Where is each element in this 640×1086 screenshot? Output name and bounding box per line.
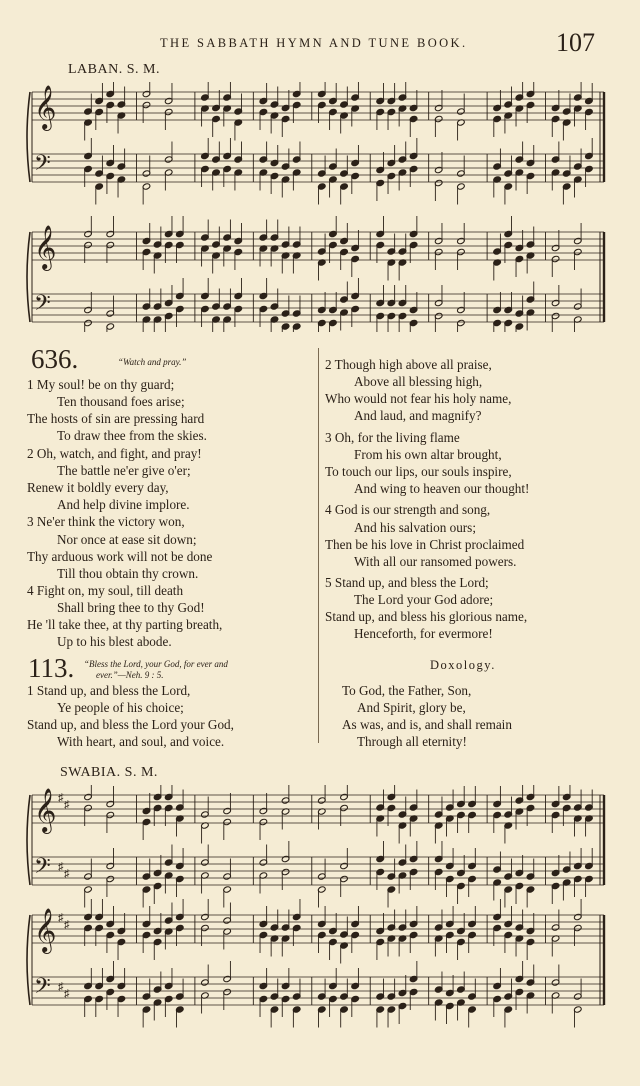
verse-line: And laud, and magnify? xyxy=(354,408,482,424)
verse-line: Up to his blest abode. xyxy=(57,634,172,650)
sharp-sign: ♯ xyxy=(58,792,64,804)
verse-line: The battle ne'er give o'er; xyxy=(57,462,191,478)
verse-line: 3 Oh, for the living flame xyxy=(325,429,460,445)
verse-line: Nor once at ease sit down; xyxy=(57,531,197,547)
page-header xyxy=(0,28,640,64)
verse-line: And Spirit, glory be, xyxy=(357,700,466,716)
verse-line: 2 Though high above all praise, xyxy=(325,357,492,372)
verse-line: Above all blessing high, xyxy=(354,374,483,390)
treble-clef: 𝄞 xyxy=(34,85,57,129)
verse-line: 4 God is our strength and song, xyxy=(325,502,491,518)
verse-line: With heart, and soul, and voice. xyxy=(57,734,225,750)
verse-line: To God, the Father, Son, xyxy=(342,683,472,698)
verse-line: As was, and is, and shall remain xyxy=(342,717,512,733)
sharp-sign: ♯ xyxy=(64,919,70,931)
verse-line: Shall bring thee to thy God! xyxy=(57,600,205,616)
hymn-113-epigraph-line-1: “Bless the Lord, your God, for ever and xyxy=(84,659,228,669)
verse-line: Stand up, and bless his glorious name, xyxy=(325,609,528,625)
verse-line: Stand up, and bless the Lord your God, xyxy=(27,717,234,733)
verse-line: 1 Stand up, and bless the Lord, xyxy=(27,683,191,698)
column-divider xyxy=(318,348,319,743)
sharp-sign: ♯ xyxy=(64,868,70,880)
hymn-113-epigraph-line-2: ever.”—Neh. 9 : 5. xyxy=(96,670,164,680)
hymn-number-636: 636. xyxy=(31,344,79,374)
verse-line: And help divine implore. xyxy=(57,497,190,512)
verse-line: 1 My soul! be on thy guard; xyxy=(27,377,175,392)
verse-line: He 'll take thee, at thy parting breath, xyxy=(27,617,223,633)
music-score-laban xyxy=(0,82,640,332)
bass-clef: 𝄢 xyxy=(34,854,51,884)
verse-line: And wing to heaven our thought! xyxy=(354,481,530,496)
verse-line: Then be his love in Christ proclaimed xyxy=(325,536,525,552)
treble-clef: 𝄞 xyxy=(34,788,57,832)
system-brace xyxy=(27,915,30,1005)
verse-line: 5 Stand up, and bless the Lord; xyxy=(325,575,489,591)
staff xyxy=(32,294,604,322)
hymn-636-epigraph: “Watch and pray.” xyxy=(118,357,187,367)
verse-line: 3 Ne'er think the victory won, xyxy=(27,514,185,530)
verse-line: The hosts of sin are pressing hard xyxy=(27,411,205,427)
verse-line: The Lord your God adore; xyxy=(354,592,494,608)
verse-line: 4 Fight on, my soul, till death xyxy=(27,583,184,599)
sharp-sign: ♯ xyxy=(58,912,64,924)
verse-line: Who would not fear his holy name, xyxy=(325,391,512,407)
system-brace xyxy=(27,232,30,322)
doxology-title: Doxology. xyxy=(430,658,496,672)
running-title: THE SABBATH HYMN AND TUNE BOOK. xyxy=(160,36,468,50)
verse-line: With all our ransomed powers. xyxy=(354,553,517,569)
verse-line: 2 Oh, watch, and fight, and pray! xyxy=(27,445,202,461)
system-brace xyxy=(27,92,30,182)
treble-clef: 𝄞 xyxy=(34,225,57,269)
bass-clef: 𝄢 xyxy=(34,974,51,1004)
verse-line: And his salvation ours; xyxy=(354,519,476,535)
verse-line: Ten thousand foes arise; xyxy=(57,394,185,410)
verse-line: Till thou obtain thy crown. xyxy=(57,565,199,581)
sharp-sign: ♯ xyxy=(64,799,70,811)
system-brace xyxy=(27,795,30,885)
bass-clef: 𝄢 xyxy=(34,291,51,321)
music-score-swabia xyxy=(0,785,640,1030)
sharp-sign: ♯ xyxy=(64,988,70,1000)
hymn-number-113: 113. xyxy=(28,653,75,683)
treble-clef: 𝄞 xyxy=(34,908,57,952)
verse-line: To touch our lips, our souls inspire, xyxy=(325,463,512,479)
verse-line: Through all eternity! xyxy=(357,734,467,750)
verse-line: Thy arduous work will not be done xyxy=(27,548,213,564)
page-number: 107 xyxy=(556,28,595,57)
sharp-sign: ♯ xyxy=(58,861,64,873)
bass-clef: 𝄢 xyxy=(34,151,51,181)
verse-line: Ye people of his choice; xyxy=(57,700,184,716)
tune-title-laban: LABAN. S. M. xyxy=(68,62,160,77)
verse-line: To draw thee from the skies. xyxy=(57,428,207,444)
verse-line: Renew it boldly every day, xyxy=(27,479,169,495)
tune-title-swabia: SWABIA. S. M. xyxy=(60,765,158,780)
verse-line: Henceforth, for evermore! xyxy=(354,626,493,642)
verse-line: From his own altar brought, xyxy=(354,446,502,462)
sharp-sign: ♯ xyxy=(58,981,64,993)
